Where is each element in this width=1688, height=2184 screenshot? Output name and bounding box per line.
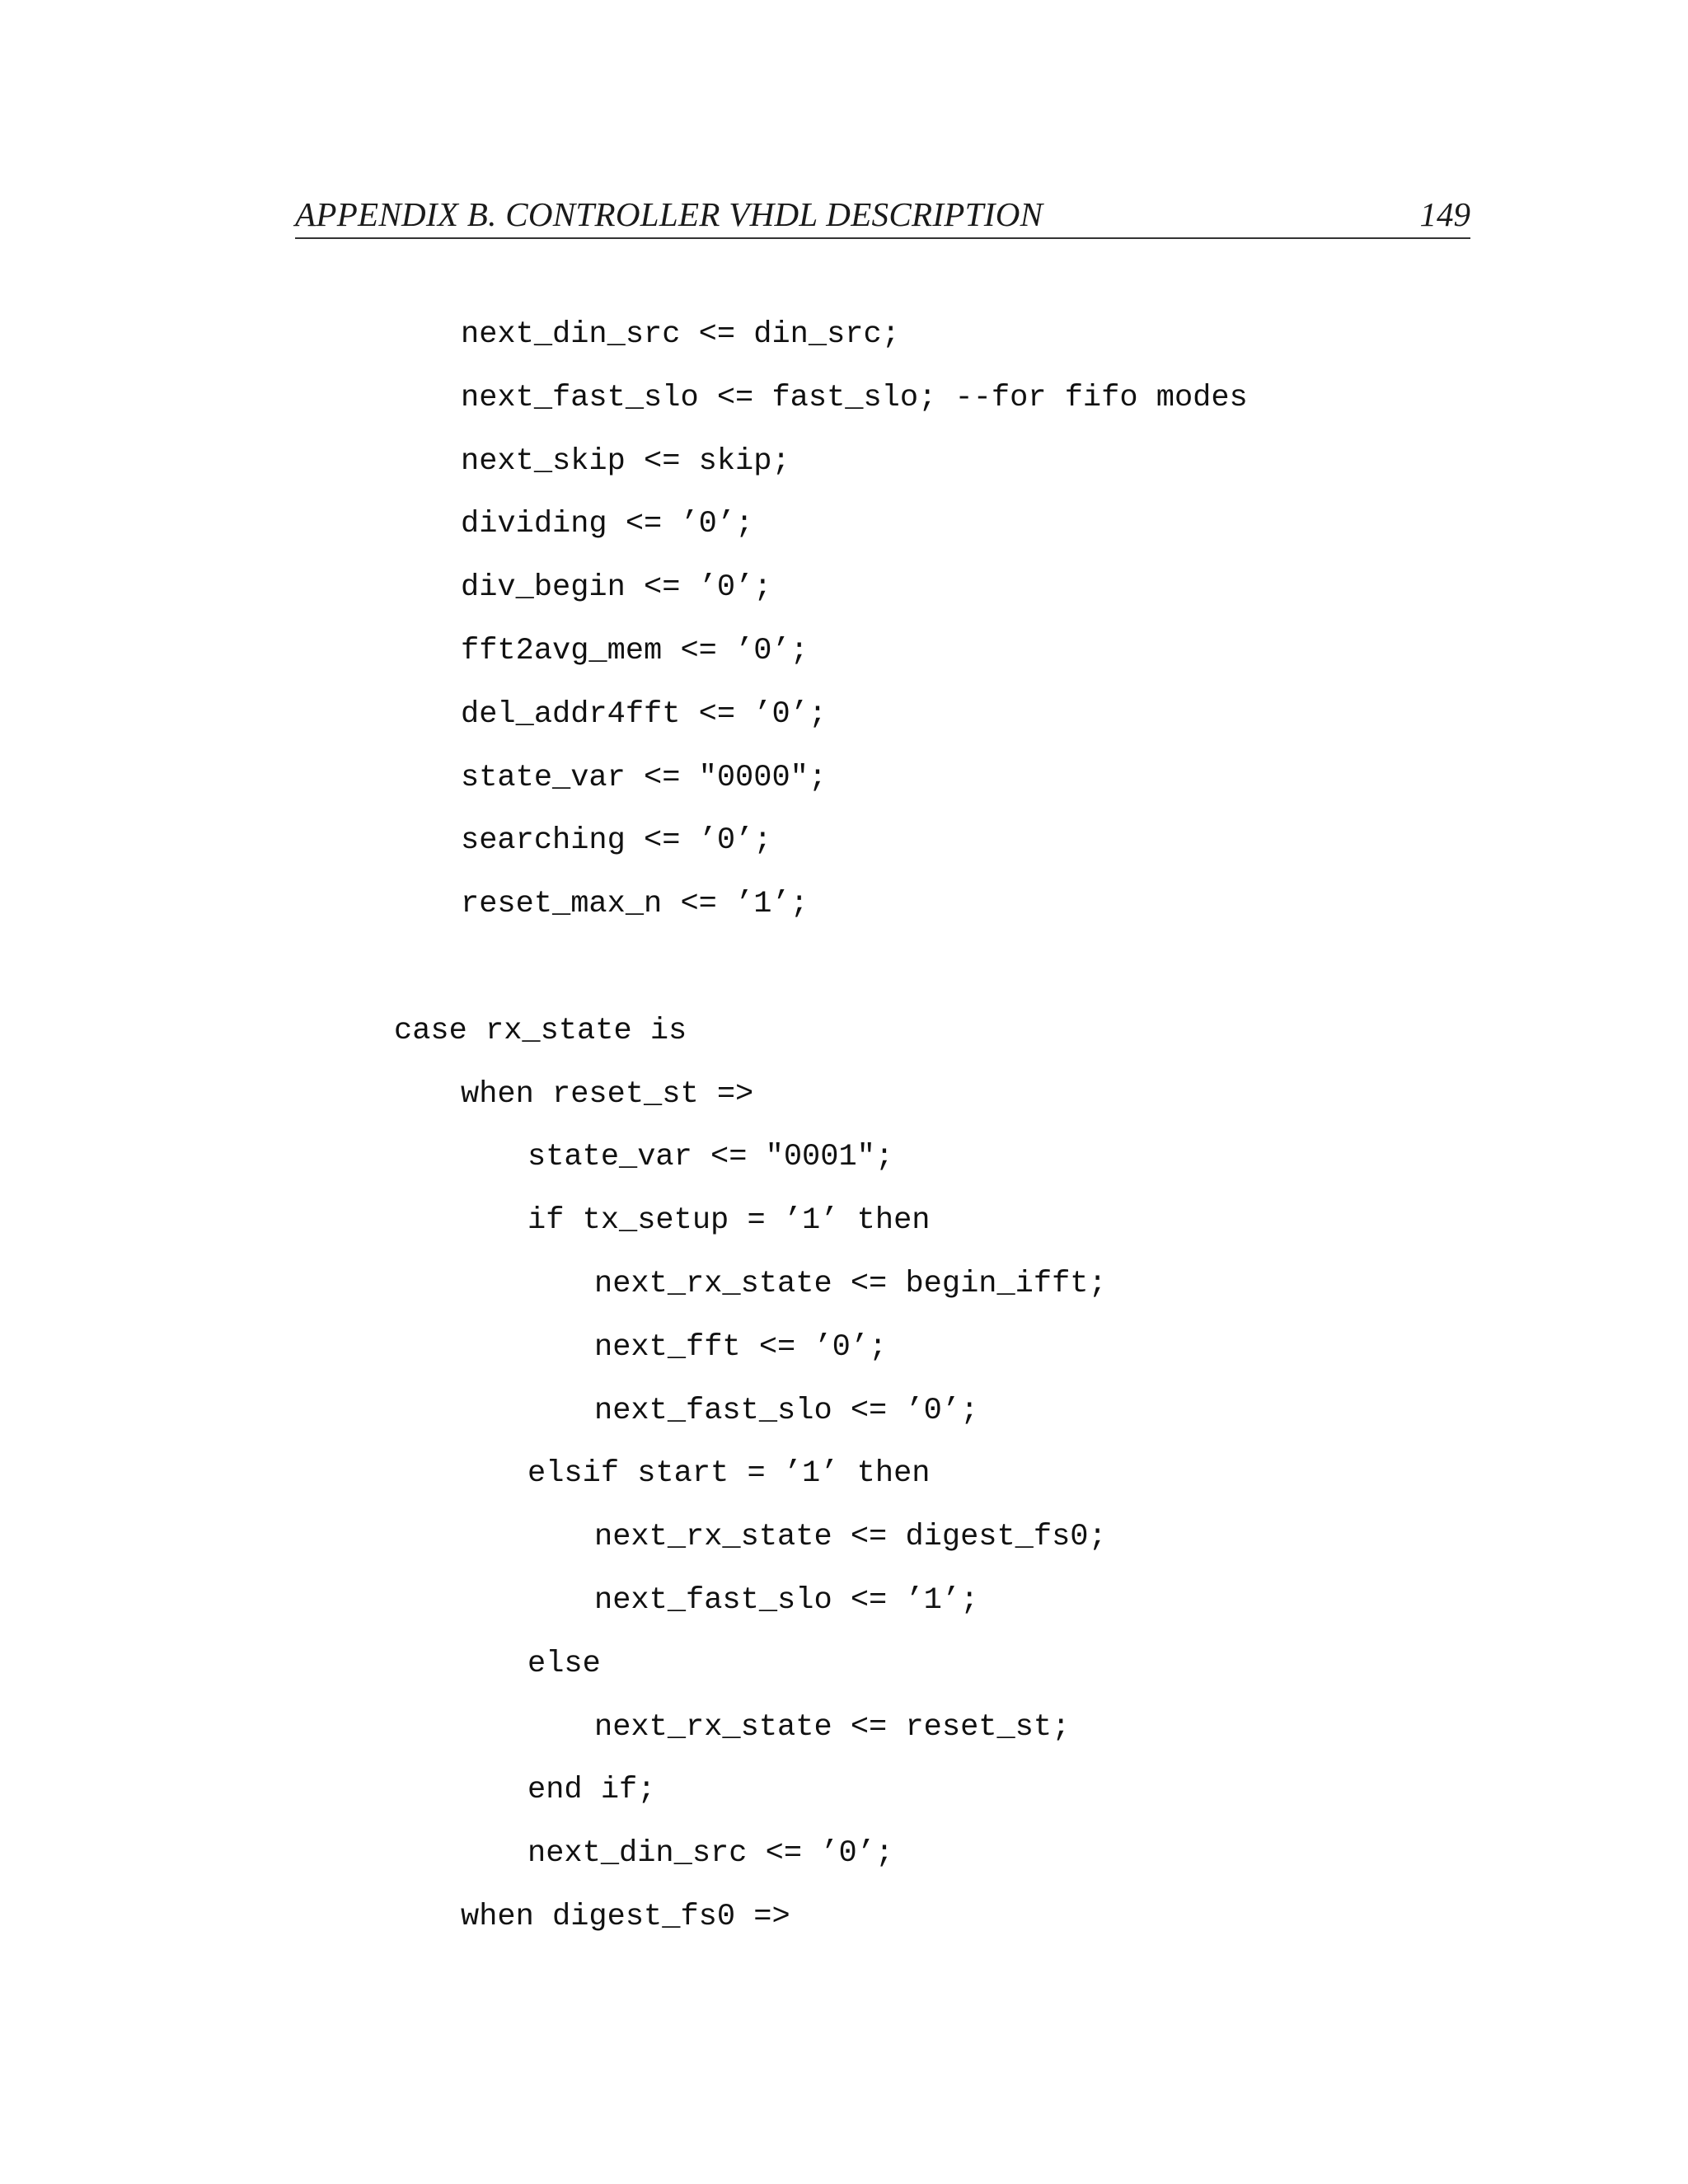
code-line: dividing <= ’0’; bbox=[461, 507, 754, 542]
code-line: del_addr4fft <= ’0’; bbox=[461, 696, 828, 732]
code-line: next_rx_state <= reset_st; bbox=[594, 1709, 1071, 1745]
code-line: next_rx_state <= begin_ifft; bbox=[594, 1267, 1107, 1301]
code-line: when digest_fs0 => bbox=[461, 1900, 790, 1934]
code-line: searching <= ’0’; bbox=[461, 823, 772, 859]
code-line: next_fast_slo <= fast_slo; --for fifo modes bbox=[461, 380, 1248, 415]
header-title: APPENDIX B. CONTROLLER VHDL DESCRIPTION bbox=[295, 195, 1043, 233]
code-line: case rx_state is bbox=[394, 1013, 687, 1048]
code-line: reset_max_n <= ’1’; bbox=[461, 887, 809, 922]
code-line: next_din_src <= din_src; bbox=[461, 317, 900, 352]
code-line: next_rx_state <= digest_fs0; bbox=[594, 1520, 1107, 1555]
code-line: next_fast_slo <= ’1’; bbox=[594, 1583, 979, 1618]
code-line: fft2avg_mem <= ’0’; bbox=[461, 634, 809, 668]
code-line: elsif start = ’1’ then bbox=[528, 1456, 931, 1492]
running-header bbox=[295, 191, 1470, 239]
code-line: else bbox=[528, 1646, 601, 1681]
code-line: next_fft <= ’0’; bbox=[594, 1329, 888, 1365]
code-line: if tx_setup = ’1’ then bbox=[528, 1203, 931, 1239]
code-line: end if; bbox=[528, 1773, 656, 1808]
page-number: 149 bbox=[1419, 195, 1470, 233]
code-line: div_begin <= ’0’; bbox=[461, 570, 772, 606]
code-line: next_din_src <= ’0’; bbox=[528, 1836, 894, 1872]
code-line: state_var <= "0001"; bbox=[528, 1140, 894, 1175]
code-line: state_var <= "0000"; bbox=[461, 760, 828, 795]
code-line: next_skip <= skip; bbox=[461, 443, 790, 479]
code-line: next_fast_slo <= ’0’; bbox=[594, 1393, 979, 1428]
code-line: when reset_st => bbox=[461, 1076, 754, 1112]
